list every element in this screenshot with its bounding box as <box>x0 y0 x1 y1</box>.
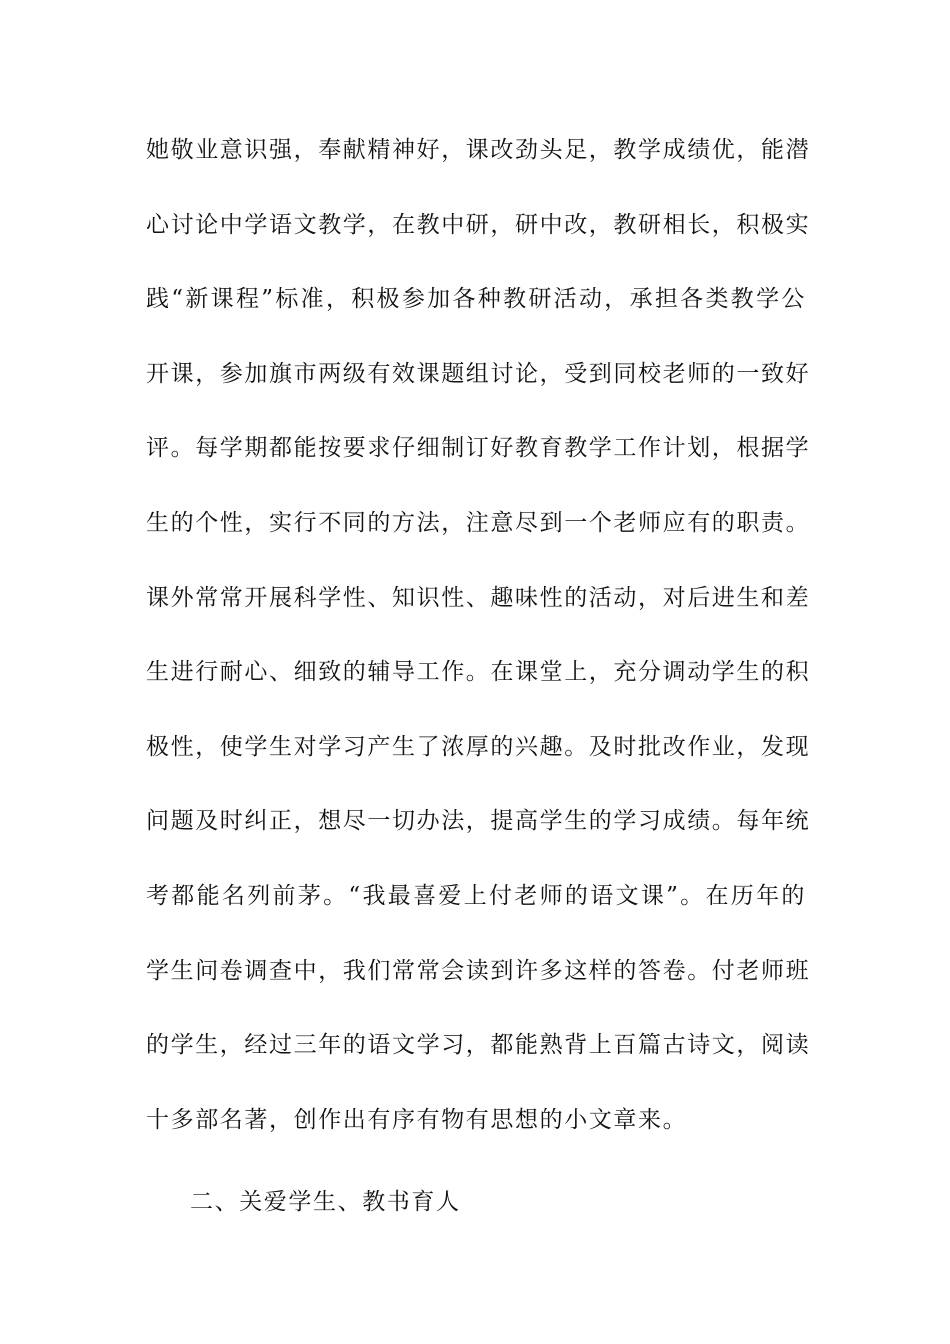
paragraph-line: 开课，参加旗市两级有效课题组讨论，受到同校老师的一致好 <box>146 360 811 387</box>
paragraph-line: 问题及时纠正，想尽一切办法，提高学生的学习成绩。每年统 <box>146 808 811 835</box>
paragraph-line: 的学生，经过三年的语文学习，都能熟背上百篇古诗文，阅读 <box>146 1032 811 1059</box>
paragraph-line: 考都能名列前茅。“我最喜爱上付老师的语文课”。在历年的 <box>146 882 806 909</box>
paragraph-line-last: 十多部名著，创作出有序有物有思想的小文章来。 <box>146 1106 688 1133</box>
paragraph-line: 生进行耐心、细致的辅导工作。在课堂上，充分调动学生的积 <box>146 659 811 686</box>
paragraph-line: 学生问卷调查中，我们常常会读到许多这样的答卷。付老师班 <box>146 957 811 984</box>
body-paragraph <box>146 126 811 1170</box>
paragraph-line: 课外常常开展科学性、知识性、趣味性的活动，对后进生和差 <box>146 584 811 611</box>
paragraph-line: 生的个性，实行不同的方法，注意尽到一个老师应有的职责。 <box>146 509 811 536</box>
paragraph-line: 践“新课程”标准，积极参加各种教研活动，承担各类教学公 <box>146 286 806 313</box>
paragraph-line: 她敬业意识强，奉献精神好，课改劲头足，教学成绩优，能潜 <box>146 137 811 163</box>
paragraph-line: 极性，使学生对学习产生了浓厚的兴趣。及时批改作业，发现 <box>146 733 811 760</box>
section-heading: 二、关爱学生、教书育人 <box>190 1189 461 1215</box>
paragraph-line: 心讨论中学语文教学，在教中研，研中改，教研相长，积极实 <box>146 211 811 238</box>
paragraph-line: 评。每学期都能按要求仔细制订好教育教学工作计划，根据学 <box>146 435 811 462</box>
